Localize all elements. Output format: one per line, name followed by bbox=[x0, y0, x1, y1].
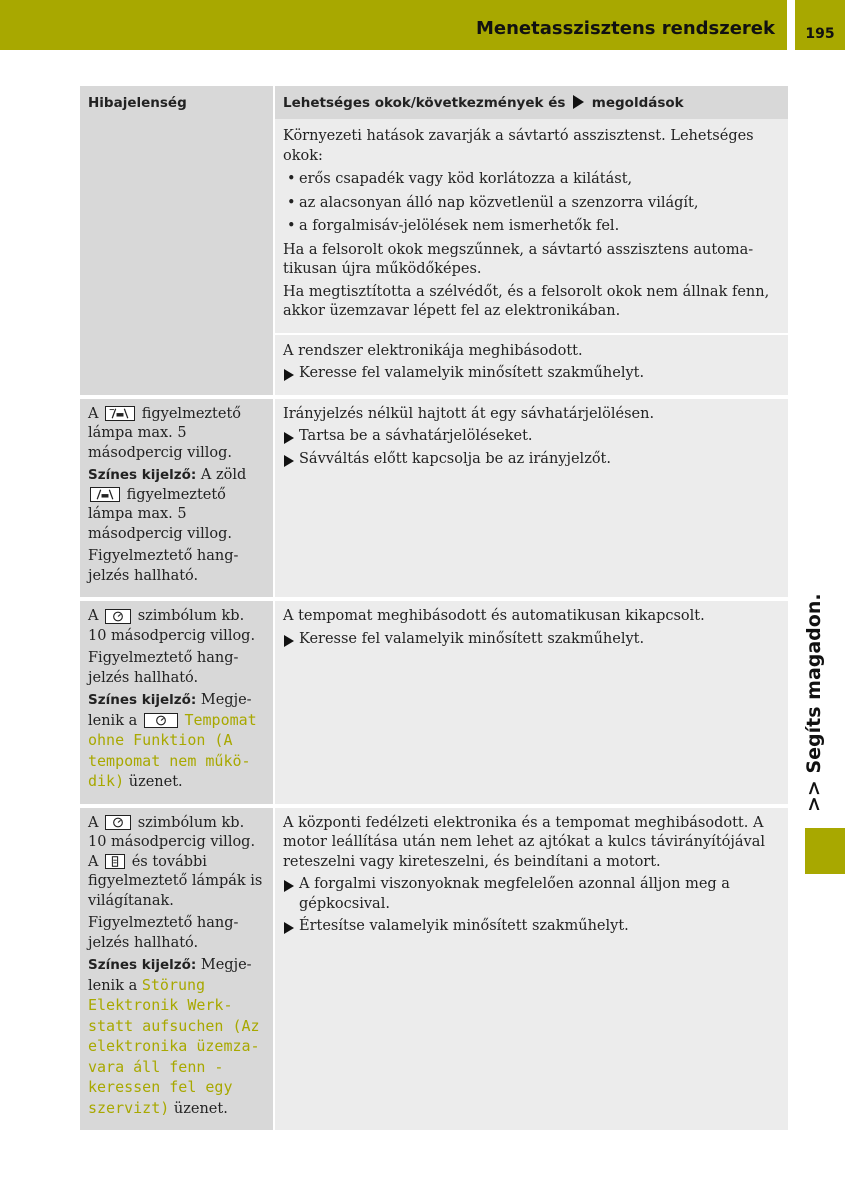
list-item: Keresse fel valamelyik minősített szakműhelyt. bbox=[283, 630, 782, 650]
play-arrow-icon bbox=[284, 635, 294, 647]
list-item: • erős csapadék vagy köd korlátozza a kilátást, bbox=[283, 170, 782, 190]
display-message: Tempomat ohne Funktion (A tempomat nem műkö-dik) bbox=[88, 710, 257, 790]
cause-cell: A tempomat meghibásodott és automatikusan kikapcsolt. Keresse fel valamelyik minősített szakműhelyt. bbox=[274, 599, 788, 806]
symptom-cell: A figyelmeztető lámpa max. 5 másodpercig villog. Színes kijelző: A zöld figyelmeztető lámpa max. 5 másodpercig villog. Figyelmeztető hang-jelzés hallható. bbox=[80, 397, 274, 600]
cruise-control-icon bbox=[105, 815, 131, 830]
play-arrow-icon bbox=[284, 369, 294, 381]
list-item: • a forgalmisáv-jelölések nem ismerhetők fel. bbox=[283, 217, 782, 237]
play-arrow-icon bbox=[573, 95, 584, 109]
cause-cell: Irányjelzés nélkül hajtott át egy sávhatárjelölésen. Tartsa be a sávhatárjelöléseket. Sávváltás előtt kapcsolja be az irányjelzőt. bbox=[274, 397, 788, 600]
cause-cell: A központi fedélzeti elektronika és a tempomat meghibásodott. A motor leállítása után nem lehet az ajtókat a kulcs távirányítójával reteszelni vagy kireteszelni, és beindítani a motort. A forgalmi viszonyoknak megfelelően azonnal álljon meg a gépkocsival. Értesítse valamelyik minősített szakműhelyt. bbox=[274, 806, 788, 1131]
lane-keeping-warning-icon bbox=[90, 487, 120, 502]
symptom-cell: A szimbólum kb. 10 másodpercig villog. A és további figyelmeztető lámpák is világítanak. Figyelmeztető hang-jelzés hallható. Színes kijelző: Megje-lenik a Störung Elektronik Werk-statt aufsuchen (Az elektronika üzemza-vara áll fenn - keressen fel egy szervizt) üzenet. bbox=[80, 806, 274, 1131]
section-tab bbox=[805, 828, 845, 874]
cruise-control-icon bbox=[105, 609, 131, 624]
lane-keeping-warning-icon bbox=[105, 406, 135, 421]
section-tab-label: >> Segíts magadon. bbox=[803, 593, 825, 812]
play-arrow-icon bbox=[284, 922, 294, 934]
list-item: Sávváltás előtt kapcsolja be az irányjelzőt. bbox=[283, 450, 782, 470]
troubleshooting-table bbox=[80, 86, 788, 1130]
list-item: • az alacsonyan álló nap közvetlenül a szenzorra világít, bbox=[283, 194, 782, 214]
col-header-causes: Lehetséges okok/következmények és megoldások bbox=[274, 86, 788, 119]
play-arrow-icon bbox=[284, 455, 294, 467]
list-item: A forgalmi viszonyoknak megfelelően azonnal álljon meg a gépkocsival. bbox=[283, 875, 782, 914]
table-row bbox=[80, 599, 788, 806]
cruise-control-icon bbox=[144, 713, 178, 728]
col-header-symptom: Hibajelenség bbox=[80, 86, 274, 119]
list-item: Tartsa be a sávhatárjelöléseket. bbox=[283, 427, 782, 447]
door-warning-icon bbox=[105, 854, 125, 869]
cause-cell: Környezeti hatások zavarják a sávtartó asszisztenst. Lehetséges okok: • erős csapadék vagy köd korlátozza a kilátást, • az alacsonyan álló nap közvetlenül a szenzorra világít, • a forgalmisáv-jelölések nem ismerhetők fel. Ha a felsorolt okok megszűnnek, a sávtartó asszisztens automa-tikusan újra működőképes. Ha megtisztította a szélvédőt, és a felsorolt okok nem állnak fenn, akkor üzemzavar lépett fel az elektronikában. bbox=[274, 119, 788, 334]
display-message: Störung Elektronik Werk-statt aufsuchen (Az elektronika üzemza-vara áll fenn - keressen fel egy szervizt) bbox=[88, 975, 260, 1117]
symptom-cell bbox=[80, 119, 274, 397]
table-row bbox=[80, 119, 788, 334]
list-item: Értesítse valamelyik minősített szakműhelyt. bbox=[283, 917, 782, 937]
page-number: 195 bbox=[791, 0, 845, 50]
play-arrow-icon bbox=[284, 432, 294, 444]
page-title: Menetasszisztens rendszerek bbox=[475, 18, 775, 39]
symptom-cell: A szimbólum kb. 10 másodpercig villog. Figyelmeztető hang-jelzés hallható. Színes kijelző: Megje-lenik a Tempomat ohne Funktion (A tempomat nem műkö-dik) üzenet. bbox=[80, 599, 274, 806]
table-row bbox=[80, 806, 788, 1131]
list-item: Keresse fel valamelyik minősített szakműhelyt. bbox=[283, 364, 782, 384]
table-row bbox=[80, 397, 788, 600]
header-bar bbox=[0, 0, 787, 50]
cause-cell: A rendszer elektronikája meghibásodott. Keresse fel valamelyik minősített szakműhelyt. bbox=[274, 334, 788, 397]
play-arrow-icon bbox=[284, 880, 294, 892]
